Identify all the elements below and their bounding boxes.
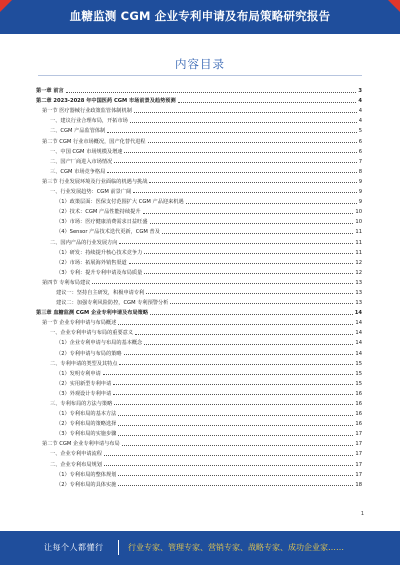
toc-dot-leader bbox=[113, 394, 353, 395]
toc-entry[interactable] bbox=[36, 437, 362, 447]
toc-entry[interactable] bbox=[36, 346, 362, 356]
toc-dot-leader bbox=[178, 102, 357, 103]
toc-entry[interactable] bbox=[36, 286, 362, 296]
toc-entry-title: （2）专利布局的策略选择 bbox=[56, 421, 117, 428]
toc-entry-title: （1）企业专利申请与布局的基本概念 bbox=[56, 340, 143, 347]
toc-dot-leader bbox=[133, 192, 356, 193]
toc-entry-page: 14 bbox=[355, 340, 362, 347]
toc-entry-page: 9 bbox=[358, 189, 362, 196]
toc-entry-page: 7 bbox=[358, 158, 362, 165]
toc-entry-title: 二、国内产品的行业发展方向 bbox=[50, 239, 118, 246]
toc-entry[interactable] bbox=[36, 266, 362, 276]
toc-entry-title: （1）研发：持续提升核心技术竞争力 bbox=[56, 249, 143, 256]
toc-entry[interactable] bbox=[36, 225, 362, 235]
report-header bbox=[0, 0, 400, 34]
toc-entry-title: 第二章 2023-2028 年中国医药 CGM 市场前景及趋势预测 bbox=[36, 98, 176, 105]
toc-entry-title: （2）实用新型专利申请 bbox=[56, 380, 112, 387]
toc-entry[interactable] bbox=[36, 367, 362, 377]
toc-entry-page: 8 bbox=[358, 168, 362, 175]
toc-dot-leader bbox=[107, 172, 356, 173]
toc-entry-page: 17 bbox=[355, 431, 362, 438]
toc-entry-page: 17 bbox=[355, 451, 362, 458]
toc-entry[interactable] bbox=[36, 387, 362, 397]
toc-dot-leader bbox=[149, 182, 356, 183]
toc-entry[interactable] bbox=[36, 84, 362, 94]
toc-entry-title: 第四节 专利布局建议 bbox=[42, 279, 91, 286]
toc-entry-title: （2）技术：CGM 产品性能持续提升 bbox=[56, 209, 141, 216]
toc-entry-title: 一、企业专利申请流程 bbox=[50, 451, 102, 458]
toc-entry[interactable] bbox=[36, 114, 362, 124]
toc-dot-leader bbox=[150, 314, 353, 315]
toc-entry-title: 第三章 血糖监测 CGM 企业专利申请及布局策略 bbox=[36, 310, 149, 317]
toc-dot-leader bbox=[148, 142, 357, 143]
toc-dot-leader bbox=[104, 455, 354, 456]
toc-dot-leader bbox=[124, 152, 356, 153]
toc-entry-page: 14 bbox=[355, 330, 362, 337]
toc-entry-page: 4 bbox=[358, 108, 362, 115]
toc-entry[interactable] bbox=[36, 104, 362, 114]
toc-entry-page: 10 bbox=[355, 209, 362, 216]
toc-entry[interactable] bbox=[36, 326, 362, 336]
toc-entry-title: 建议一：坚持自主研发，积极申请专利 bbox=[56, 289, 145, 296]
toc-entry-page: 12 bbox=[355, 269, 362, 276]
toc-entry[interactable] bbox=[36, 336, 362, 346]
toc-entry[interactable] bbox=[36, 417, 362, 427]
toc-dot-leader bbox=[118, 485, 353, 486]
toc-entry-page: 15 bbox=[355, 370, 362, 377]
toc-dot-leader bbox=[118, 324, 353, 325]
toc-entry-title: （1）发明专利申请 bbox=[56, 370, 101, 377]
toc-entry-page: 15 bbox=[355, 380, 362, 387]
toc-dot-leader bbox=[129, 263, 354, 264]
toc-entry-title: （3）市场：医疗健康消费需求日益旺盛 bbox=[56, 219, 148, 226]
toc-entry[interactable] bbox=[36, 427, 362, 437]
toc-entry[interactable] bbox=[36, 215, 362, 225]
toc-dot-leader bbox=[122, 445, 354, 446]
toc-entry-title: 第二节 CGM 行业市场概况，国产化替代进程 bbox=[42, 138, 146, 145]
table-of-contents bbox=[36, 84, 362, 488]
toc-dot-leader bbox=[150, 223, 354, 224]
toc-heading: 内容目录 bbox=[175, 57, 225, 71]
toc-entry[interactable] bbox=[36, 195, 362, 205]
toc-entry-title: 二、企业专利布局规划 bbox=[50, 461, 102, 468]
toc-entry[interactable] bbox=[36, 175, 362, 185]
toc-dot-leader bbox=[107, 132, 356, 133]
toc-entry[interactable] bbox=[36, 94, 362, 104]
toc-entry-title: （3）专利布局的实施步骤 bbox=[56, 431, 117, 438]
toc-entry-page: 11 bbox=[355, 249, 362, 256]
toc-entry[interactable] bbox=[36, 407, 362, 417]
toc-entry-title: 第三节 行业发展环境及行业面临的机遇与挑战 bbox=[42, 178, 148, 185]
toc-entry[interactable] bbox=[36, 124, 362, 134]
toc-entry[interactable] bbox=[36, 377, 362, 387]
toc-entry-page: 11 bbox=[355, 239, 362, 246]
toc-entry-page: 17 bbox=[355, 441, 362, 448]
toc-entry-page: 11 bbox=[355, 229, 362, 236]
toc-entry[interactable] bbox=[36, 235, 362, 245]
report-footer bbox=[0, 531, 400, 565]
toc-entry-title: 二、专利申请的类型及其特点 bbox=[50, 360, 118, 367]
toc-dot-leader bbox=[144, 344, 353, 345]
toc-entry[interactable] bbox=[36, 145, 362, 155]
toc-entry-title: 二、CGM 产品监管体制 bbox=[50, 128, 106, 135]
toc-entry[interactable] bbox=[36, 276, 362, 286]
toc-dot-leader bbox=[118, 415, 353, 416]
toc-dot-leader bbox=[144, 253, 353, 254]
toc-entry-title: （4）Sensor 产品技术迭代更新，CGM 普及 bbox=[56, 229, 160, 236]
toc-entry[interactable] bbox=[36, 357, 362, 367]
toc-entry-page: 14 bbox=[355, 320, 362, 327]
toc-entry-page: 16 bbox=[355, 390, 362, 397]
page-number: 1 bbox=[360, 511, 364, 517]
toc-entry-title: 二、国产厂商进入市场情况 bbox=[50, 158, 113, 165]
toc-entry-title: （2）市场：拓展海外销售渠道 bbox=[56, 259, 127, 266]
toc-dot-leader bbox=[119, 364, 353, 365]
toc-entry-title: 第一节 企业专利申请与布局概述 bbox=[42, 320, 117, 327]
toc-entry-page: 13 bbox=[355, 300, 362, 307]
toc-entry-title: 一、企业专利申请与布局的重要意义 bbox=[50, 330, 134, 337]
toc-entry-page: 3 bbox=[358, 88, 362, 95]
toc-dot-leader bbox=[118, 435, 353, 436]
toc-entry-title: 第一节 医疗器械行业政策监管体制机制 bbox=[42, 108, 132, 115]
toc-dot-leader bbox=[104, 465, 354, 466]
toc-dot-leader bbox=[119, 243, 353, 244]
footer-divider bbox=[118, 540, 119, 555]
toc-entry-title: （1）政策层面：医保支付范围扩大 CGM 产品迎来机遇 bbox=[56, 199, 184, 206]
toc-entry-page: 13 bbox=[355, 289, 362, 296]
toc-dot-leader bbox=[162, 233, 353, 234]
toc-entry-page: 17 bbox=[355, 471, 362, 478]
toc-dot-leader bbox=[118, 425, 353, 426]
toc-entry-title: （2）专利布局的具体实施 bbox=[56, 481, 117, 488]
toc-entry-page: 9 bbox=[358, 199, 362, 206]
toc-entry-page: 4 bbox=[358, 118, 362, 125]
toc-entry[interactable] bbox=[36, 397, 362, 407]
toc-entry-page: 5 bbox=[358, 128, 362, 135]
toc-entry-page: 16 bbox=[355, 421, 362, 428]
toc-entry-page: 16 bbox=[355, 401, 362, 407]
toc-dot-leader bbox=[103, 374, 354, 375]
toc-entry-page: 13 bbox=[355, 279, 362, 286]
toc-entry-page: 6 bbox=[358, 138, 362, 145]
toc-dot-leader bbox=[114, 404, 353, 405]
toc-entry-page: 12 bbox=[355, 259, 362, 266]
toc-entry[interactable] bbox=[36, 457, 362, 467]
toc-entry-title: （3）外观设计专利申请 bbox=[56, 390, 112, 397]
toc-entry[interactable] bbox=[36, 134, 362, 144]
toc-dot-leader bbox=[143, 213, 354, 214]
toc-dot-leader bbox=[170, 303, 353, 304]
toc-entry[interactable] bbox=[36, 185, 362, 195]
toc-entry-title: （3）专利：提升专利申请及布局质量 bbox=[56, 269, 143, 276]
toc-entry[interactable] bbox=[36, 316, 362, 326]
toc-entry-page: 18 bbox=[355, 481, 362, 488]
toc-entry-title: 三、CGM 市场竞争格局 bbox=[50, 168, 106, 175]
footer-slogan: 让每个人都懂行 bbox=[44, 543, 104, 552]
toc-dot-leader bbox=[114, 162, 356, 163]
toc-entry[interactable] bbox=[36, 246, 362, 256]
toc-entry[interactable] bbox=[36, 165, 362, 175]
toc-entry[interactable] bbox=[36, 468, 362, 478]
toc-dot-leader bbox=[130, 122, 357, 123]
toc-entry-page: 10 bbox=[355, 219, 362, 226]
toc-entry-title: 一、建议行业合理布局，开拓市场 bbox=[50, 118, 128, 125]
toc-entry-title: 一、行业发展趋势：CGM 前景广阔 bbox=[50, 189, 132, 196]
toc-entry-title: （1）专利布局的整体规划 bbox=[56, 471, 117, 478]
toc-dot-leader bbox=[146, 293, 353, 294]
toc-entry-title: 三、专利布局的方法与策略 bbox=[50, 401, 113, 407]
toc-heading-divider bbox=[38, 75, 362, 76]
toc-entry[interactable] bbox=[36, 256, 362, 266]
toc-dot-leader bbox=[135, 334, 353, 335]
report-title: 血糖监测 CGM 企业专利申请及布局策略研究报告 bbox=[69, 9, 331, 23]
toc-entry-page: 9 bbox=[358, 178, 362, 185]
toc-dot-leader bbox=[66, 92, 357, 93]
toc-entry-page: 14 bbox=[354, 310, 362, 317]
toc-entry-title: 第二节 CGM 企业专利申请与布局 bbox=[42, 441, 120, 448]
toc-entry[interactable] bbox=[36, 205, 362, 215]
toc-entry-title: （2）专利申请与布局的策略 bbox=[56, 350, 122, 357]
toc-entry-title: （1）专利布局的基本方法 bbox=[56, 411, 117, 418]
toc-entry[interactable] bbox=[36, 155, 362, 165]
toc-entry-title: 第一章 前言 bbox=[36, 88, 64, 95]
toc-dot-leader bbox=[144, 273, 353, 274]
toc-entry[interactable] bbox=[36, 296, 362, 306]
toc-dot-leader bbox=[124, 354, 354, 355]
toc-entry-page: 6 bbox=[358, 148, 362, 155]
toc-dot-leader bbox=[113, 384, 353, 385]
footer-experts-text: 行业专家、管理专家、营销专家、战略专家、成功企业家…… bbox=[128, 543, 344, 552]
toc-entry-page: 14 bbox=[355, 350, 362, 357]
toc-entry[interactable] bbox=[36, 478, 362, 488]
toc-entry-page: 17 bbox=[355, 461, 362, 468]
toc-entry-page: 16 bbox=[355, 411, 362, 418]
toc-dot-leader bbox=[118, 475, 353, 476]
toc-entry-title: 建议二：加强专利风险防控，CGM 专利预警分析 bbox=[56, 300, 169, 307]
toc-entry-page: 15 bbox=[355, 360, 362, 367]
toc-entry-title: 一、中国 CGM 市场规模及增速 bbox=[50, 148, 123, 155]
toc-dot-leader bbox=[134, 112, 357, 113]
toc-dot-leader bbox=[92, 283, 353, 284]
toc-entry-page: 4 bbox=[358, 98, 362, 105]
toc-entry[interactable] bbox=[36, 447, 362, 457]
toc-dot-leader bbox=[186, 203, 357, 204]
toc-entry[interactable] bbox=[36, 306, 362, 316]
header-right-corner-decoration bbox=[388, 0, 400, 12]
